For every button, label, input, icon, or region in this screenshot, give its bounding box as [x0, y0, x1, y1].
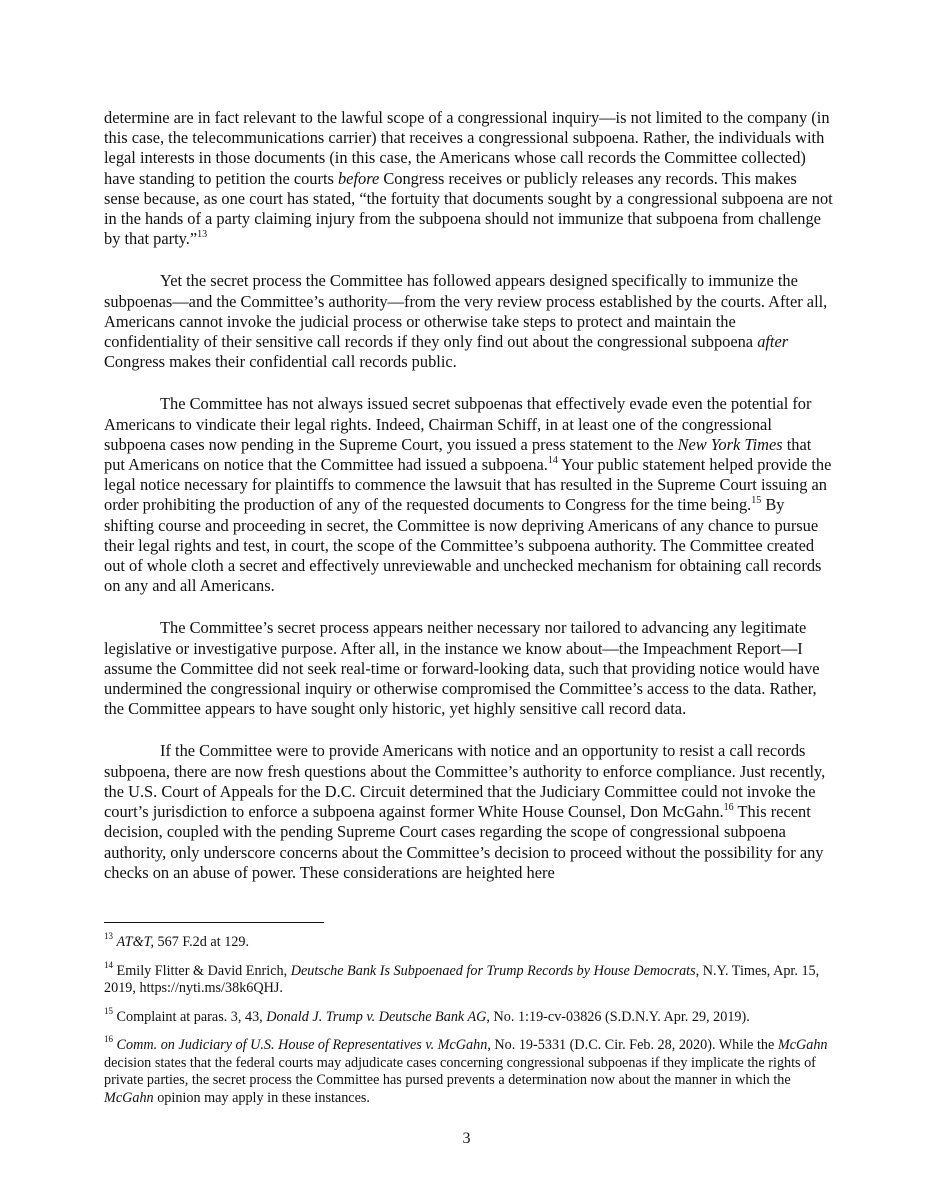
italic-text: Donald J. Trump v. Deutsche Bank AG	[266, 1008, 487, 1025]
text-run: The Committee’s secret process appears neither necessary nor tailored to advancing any legitimate legislative or investigative purpose. After all, in the instance we know about—the Impeachment Report—I assume the Committee did not seek real-time or forward-looking data, such that providing notice would have undermined the congressional inquiry or otherwise compromised the Committee’s access to the data. Rather, the Committee appears to have sought only historic, yet highly sensitive call record data.	[104, 618, 820, 719]
italic-text: McGahn	[777, 1037, 828, 1053]
text-run: Yet the secret process the Committee has followed appears designed specifically to immunize the subpoenas—and the Committee’s authority—from the very review process established by the courts. After all, Americans cannot invoke the judicial process or otherwise take steps to protect and maintain the confidentiality of their sensitive call records if they only find out about the congressional subpoena	[104, 271, 828, 352]
paragraph	[104, 618, 834, 719]
italic-text: McGahn	[104, 1089, 154, 1106]
footnote-14	[104, 959, 834, 998]
footnote-13	[104, 931, 834, 952]
paragraph	[104, 394, 834, 596]
footnote-ref: 15	[104, 1005, 113, 1016]
footnote-16	[104, 1034, 834, 1107]
paragraph	[104, 741, 834, 882]
text-run: opinion may apply in these instances.	[153, 1089, 370, 1106]
page-number: 3	[462, 1130, 471, 1147]
body-text	[104, 108, 834, 905]
italic-text: AT&T,	[116, 934, 154, 950]
text-run: The Committee has not always issued secret subpoenas that effectively evade even the potential for Americans to vindicate their legal rights. Indeed, Chairman Schiff, in at least one of the congressional subpoena cases now pending in the Supreme Court, you issued a press statement to the	[104, 394, 812, 454]
footnote-ref: 15	[751, 494, 762, 506]
text-run: , No. 1:19-cv-03826 (S.D.N.Y. Apr. 29, 2019).	[486, 1008, 750, 1025]
text-run: Congress makes their confidential call records public.	[104, 352, 457, 372]
text-run: This recent decision, coupled with the pending Supreme Court cases regarding the scope of congressional subpoena authority, only underscore concerns about the Committee’s decision to proceed without the possibility for any checks on an abuse of power. These considerations are heighted here	[104, 802, 824, 882]
text-run: Emily Flitter & David Enrich,	[113, 962, 291, 979]
footnote-ref: 14	[104, 959, 113, 970]
text-run: Your public statement helped provide the legal notice necessary for plaintiffs to commence the lawsuit that has resulted in the Supreme Court issuing an order prohibiting the production of any of the requested documents to Congress for the time being.	[104, 455, 832, 515]
italic-text: Deutsche Bank Is Subpoenaed for Trump Records by House Democrats	[290, 962, 696, 979]
footnote-15	[104, 1005, 834, 1027]
text-run: , No. 19-5331 (D.C. Cir. Feb. 28, 2020). While the	[487, 1037, 778, 1053]
footnote-ref: 13	[197, 228, 208, 240]
text-run: decision states that the federal courts may adjudicate cases concerning congressional subpoenas if they implicate the rights of private parties, the secret process the Committee has pursed prevents a determination now about the manner in which the	[104, 1054, 816, 1088]
text-run: Complaint at paras. 3, 43,	[113, 1008, 267, 1025]
text-run: By shifting course and proceeding in secret, the Committee is now depriving Americans of any chance to pursue their legal rights and test, in court, the scope of the Committee’s subpoena authority. The Committee created out of whole cloth a secret and effectively unreviewable and unchecked mechanism for obtaining call records on any and all Americans.	[104, 495, 822, 596]
text-run: , N.Y. Times, Apr. 15, 2019, https://nyti.ms/38k6QHJ.	[104, 962, 820, 996]
italic-text: New York Times	[677, 434, 783, 454]
text-run: Congress receives or publicly releases any records. This makes sense because, as one court has stated, “the fortuity that documents sought by a congressional subpoena are not in the hands of a party claiming injury from the subpoena should not immunize that subpoena from challenge by that party.”	[104, 168, 833, 249]
footnote-separator	[104, 922, 324, 923]
footnotes	[104, 931, 834, 1118]
paragraph	[104, 108, 834, 249]
footnote-ref: 16	[723, 801, 734, 813]
text-run: determine are in fact relevant to the lawful scope of a congressional inquiry—is not limited to the company (in this case, the telecommunications carrier) that receives a congressional subpoena. Rather, the individuals with legal interests in those documents (in this case, the Americans whose call records the Committee collected) have standing to petition the courts	[104, 108, 830, 188]
text-run: that put Americans on notice that the Committee had issued a subpoena.	[104, 434, 812, 475]
italic-text: before	[337, 168, 380, 188]
text-run: If the Committee were to provide Americans with notice and an opportunity to resist a call records subpoena, there are now fresh questions about the Committee’s authority to enforce compliance. Just recently, the U.S. Court of Appeals for the D.C. Circuit determined that the Judiciary Committee could not invoke the court’s jurisdiction to enforce a subpoena against former White House Counsel, Don McGahn.	[104, 741, 826, 822]
footnote-ref: 13	[104, 931, 113, 942]
text-run: 567 F.2d at 129.	[154, 934, 250, 950]
footnote-ref: 14	[547, 454, 558, 466]
italic-text: after	[757, 332, 789, 352]
italic-text: Comm. on Judiciary of U.S. House of Representatives v. McGahn	[116, 1037, 488, 1053]
paragraph	[104, 271, 834, 372]
footnote-ref: 16	[104, 1034, 113, 1045]
